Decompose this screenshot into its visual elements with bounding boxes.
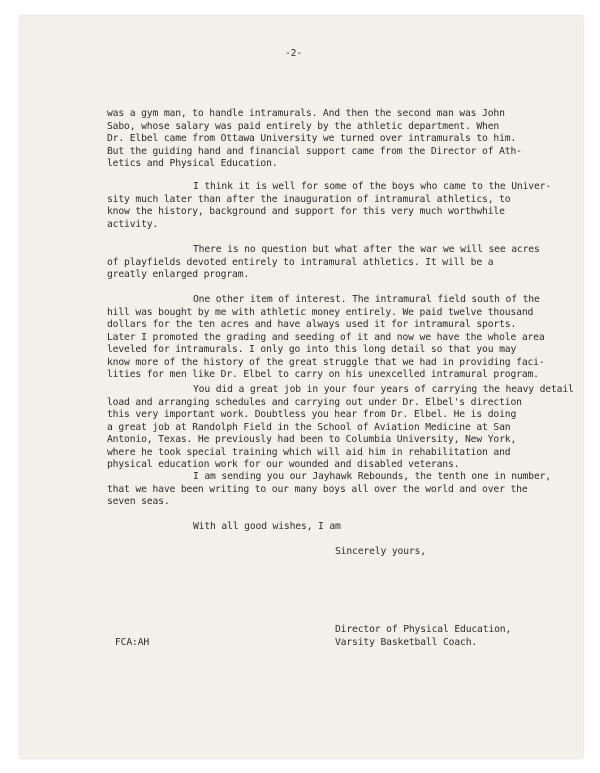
paragraph-2 xyxy=(107,181,555,231)
paragraph-line: letics and Physical Education. xyxy=(107,158,278,169)
signature-title-1: Director of Physical Education, xyxy=(335,624,512,635)
paragraph-line: of playfields devoted entirely to intramural athletics. It will be a xyxy=(107,256,494,268)
letter-sheet xyxy=(20,16,583,758)
paragraph-line: was a gym man, to handle intramurals. And then the second man was John xyxy=(107,108,505,119)
paragraph-4 xyxy=(107,294,555,382)
paragraph-1 xyxy=(107,108,555,171)
paragraph-line: load and arranging schedules and carrying out under Dr. Elbel's direction xyxy=(107,396,522,408)
signature-block xyxy=(335,624,511,649)
paragraph-line: Later I promoted the grading and seeding of it and now we have the whole area xyxy=(107,331,545,343)
paragraph-line: One other item of interest. The intramural field south of the xyxy=(193,294,540,305)
paragraph-3 xyxy=(107,244,555,282)
paragraph-line: greatly enlarged program. xyxy=(107,269,250,280)
paragraph-line: leveled for intramurals. I only go into this long detail so that you may xyxy=(107,344,517,355)
paragraph-line: You did a great job in your four years of carrying the heavy detail xyxy=(193,384,574,395)
paragraph-line: seven seas. xyxy=(107,496,170,507)
paragraph-line: Antonio, Texas. He previously had been to Columbia University, New York, xyxy=(107,434,517,445)
paragraph-line: activity. xyxy=(107,218,159,230)
paragraph-line: know more of the history of the great struggle that we had in providing faci- xyxy=(107,356,545,368)
paragraph-line: But the guiding hand and financial support came from the Director of Ath- xyxy=(107,145,522,157)
paragraph-line: that we have been writing to our many boys all over the world and over the xyxy=(107,483,528,495)
paragraph-line: physical education work for our wounded and disabled veterans. xyxy=(107,459,460,470)
paragraph-line: There is no question but what after the war we will see acres xyxy=(193,244,540,255)
paragraph-5 xyxy=(107,384,574,472)
paragraph-line: dollars for the ten acres and have always used it for intramural sports. xyxy=(107,319,517,330)
paragraph-line: where he took special training which will aid him in rehabilitation and xyxy=(107,446,511,458)
reference-initials: FCA:AH xyxy=(115,637,150,648)
paragraph-line: lities for men like Dr. Elbel to carry on his unexcelled intramural program. xyxy=(107,369,539,380)
paragraph-line: I am sending you our Jayhawk Rebounds, the tenth one in number, xyxy=(193,471,551,482)
closing-line: With all good wishes, I am xyxy=(193,521,341,532)
page-number: -2- xyxy=(285,48,303,59)
paragraph-line: a great job at Randolph Field in the School of Aviation Medicine at San xyxy=(107,421,511,433)
paragraph-line: hill was bought by me with athletic money entirely. We paid twelve thousand xyxy=(107,306,534,318)
paragraph-line: Sabo, whose salary was paid entirely by the athletic department. When xyxy=(107,120,500,132)
paragraph-line: I think it is well for some of the boys who came to the Univer- xyxy=(193,181,551,192)
paragraph-line: this very important work. Doubtless you hear from Dr. Elbel. He is doing xyxy=(107,409,517,420)
signoff: Sincerely yours, xyxy=(335,546,426,557)
paragraph-line: know the history, background and support for this very much worthwhile xyxy=(107,206,505,217)
paragraph-6 xyxy=(107,471,555,509)
signature-title-2: Varsity Basketball Coach. xyxy=(335,636,478,648)
paragraph-line: Dr. Elbel came from Ottawa University we turned over intramurals to him. xyxy=(107,133,517,144)
paragraph-line: sity much later than after the inauguration of intramural athletics, to xyxy=(107,193,511,205)
